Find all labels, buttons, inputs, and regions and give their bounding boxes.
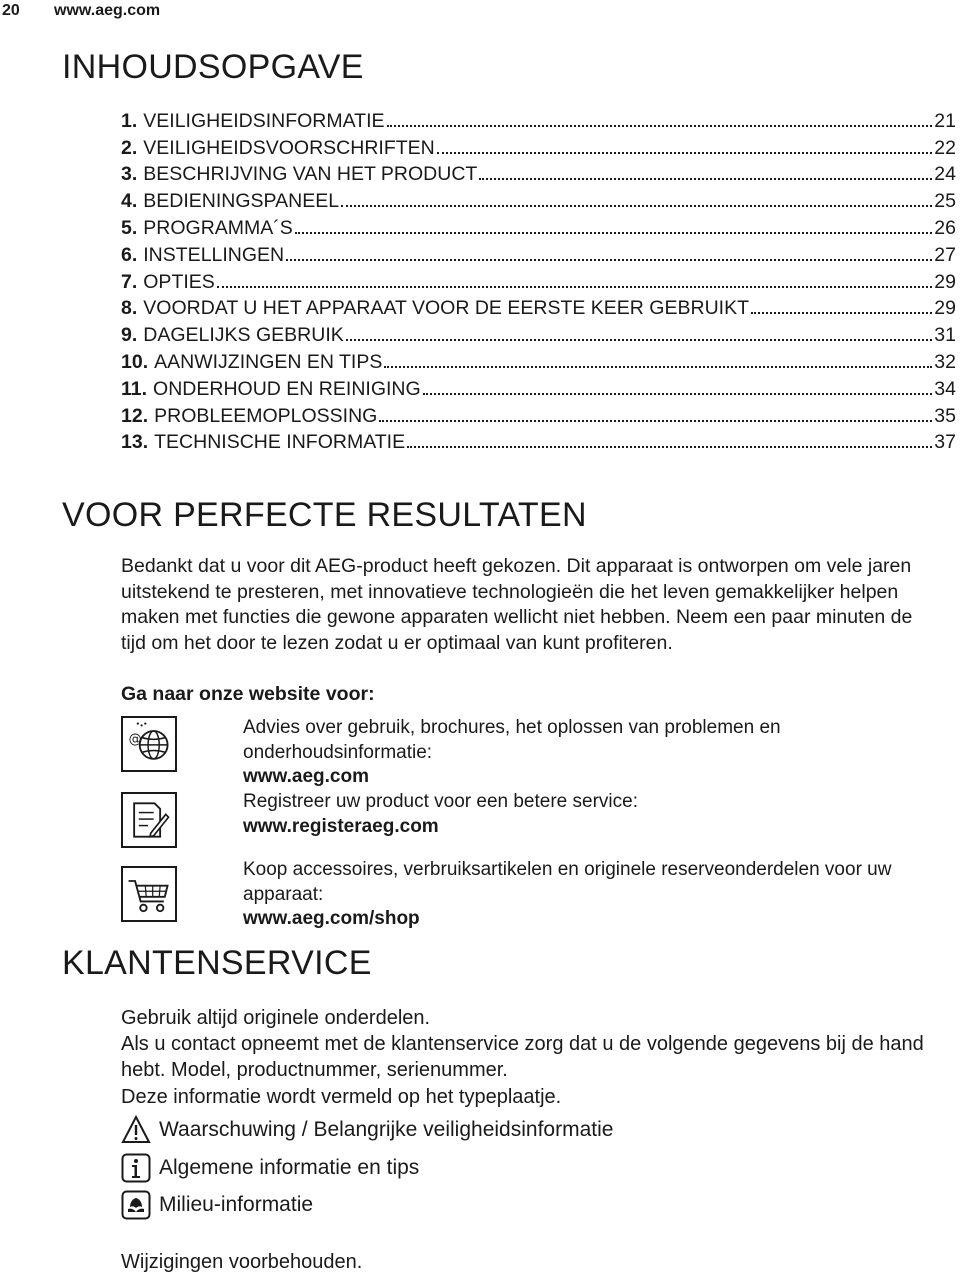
website-advice-label: Advies over gebruik, brochures, het oplossen van problemen en onderhoudsinformatie:	[243, 717, 781, 763]
page-header	[0, 0, 160, 22]
toc-item-page: 29	[934, 297, 956, 320]
info-icon	[121, 1153, 151, 1183]
toc-leader-dots	[217, 286, 933, 288]
website-advice-text	[243, 716, 948, 790]
site-url[interactable]: www.aeg.com	[54, 2, 161, 19]
legend-environment	[121, 1189, 313, 1221]
toc-item[interactable]	[121, 401, 956, 428]
legend-info-label: Algemene informatie en tips	[159, 1156, 420, 1179]
toc-item-label: ONDERHOUD EN REINIGING	[153, 377, 421, 400]
toc-leader-dots	[379, 420, 932, 422]
toc-item[interactable]	[121, 133, 956, 160]
toc-leader-dots	[341, 205, 932, 207]
toc-item[interactable]	[121, 106, 956, 133]
toc-leader-dots	[407, 446, 932, 448]
website-shop-text	[243, 858, 948, 932]
toc-item-number: 4.	[121, 190, 138, 213]
toc-item-label: PROBLEEMOPLOSSING	[154, 404, 378, 427]
toc-leader-dots	[423, 393, 933, 395]
legend-environment-label: Milieu-informatie	[159, 1193, 314, 1216]
page-number: 20	[2, 2, 20, 19]
website-register-link[interactable]: www.registeraeg.com	[243, 815, 439, 837]
toc-item-number: 7.	[121, 270, 138, 293]
legend-warning-label: Waarschuwing / Belangrijke veiligheidsinformatie	[159, 1118, 614, 1141]
service-text: Gebruik altijd originele onderdelen. Als u contact opneemt met de klantenservice zorg dat u de volgende gegevens bij de hand hebt. Model, productnummer, serienummer. Deze informatie wordt vermeld op het typeplaatje.	[121, 1007, 924, 1108]
toc-item-number: 3.	[121, 163, 138, 186]
toc-leader-dots	[346, 339, 933, 341]
website-advice-link[interactable]: www.aeg.com	[243, 766, 369, 787]
toc-item-label: OPTIES	[143, 270, 215, 293]
toc-item-page: 22	[934, 136, 956, 159]
toc-item-label: BESCHRIJVING VAN HET PRODUCT	[143, 163, 478, 186]
toc-item-number: 1.	[121, 109, 138, 132]
shopping-cart-icon	[121, 866, 177, 922]
toc-item-label: DAGELIJKS GEBRUIK	[143, 324, 344, 347]
toc-item-label: VEILIGHEIDSVOORSCHRIFTEN	[143, 136, 435, 159]
toc-item-number: 12.	[121, 404, 149, 427]
toc-leader-dots	[384, 366, 932, 368]
toc-item-page: 29	[934, 270, 956, 293]
toc-item-label: VEILIGHEIDSINFORMATIE	[143, 109, 385, 132]
website-heading: Ga naar onze website voor:	[121, 683, 375, 705]
toc-item-page: 24	[934, 163, 956, 186]
toc-item[interactable]	[121, 267, 956, 294]
toc-item-page: 34	[934, 377, 956, 400]
service-title: KLANTENSERVICE	[62, 944, 372, 982]
toc-item[interactable]	[121, 213, 956, 240]
website-shop-label: Koop accessoires, verbruiksartikelen en originele reserveonderdelen voor uw apparaat:	[243, 859, 892, 905]
table-of-contents	[121, 106, 956, 454]
toc-item-page: 37	[934, 431, 956, 454]
toc-item-number: 8.	[121, 297, 138, 320]
legend-warning	[121, 1114, 613, 1146]
svg-text:@: @	[128, 732, 142, 748]
website-register-text	[243, 790, 948, 839]
globe-icon	[121, 716, 177, 772]
intro-paragraph: Bedankt dat u voor dit AEG-product heeft gekozen. Dit apparaat is ontworpen om vele jaren uitstekend te presteren, met innovatieve technologieën die het leven gemakkelijker helpen maken met functies die gewone apparaten wellicht niet hebben. Neem een paar minuten de tijd om het door te lezen zodat u er optimaal van kunt profiteren.	[121, 555, 913, 654]
toc-item[interactable]	[121, 347, 956, 374]
toc-item-label: VOORDAT U HET APPARAAT VOOR DE EERSTE KEER GEBRUIKT	[143, 297, 749, 320]
toc-item-number: 9.	[121, 324, 138, 347]
toc-item-number: 2.	[121, 136, 138, 159]
toc-item-label: BEDIENINGSPANEEL	[143, 190, 340, 213]
toc-item-page: 26	[934, 216, 956, 239]
toc-item-page: 25	[934, 190, 956, 213]
toc-leader-dots	[437, 152, 933, 154]
toc-item[interactable]	[121, 320, 956, 347]
toc-item[interactable]	[121, 428, 956, 455]
toc-item-page: 35	[934, 404, 956, 427]
toc-item-page: 31	[934, 324, 956, 347]
warning-icon	[121, 1115, 151, 1145]
toc-item[interactable]	[121, 240, 956, 267]
toc-item-page: 32	[934, 350, 956, 373]
toc-item-label: TECHNISCHE INFORMATIE	[154, 431, 406, 454]
toc-item-label: PROGRAMMA´S	[143, 216, 293, 239]
toc-item[interactable]	[121, 294, 956, 321]
footer-note: Wijzigingen voorbehouden.	[121, 1251, 363, 1273]
toc-item-number: 10.	[121, 350, 149, 373]
toc-item-number: 5.	[121, 216, 138, 239]
toc-item-label: AANWIJZINGEN EN TIPS	[154, 350, 383, 373]
toc-item[interactable]	[121, 160, 956, 187]
toc-leader-dots	[387, 125, 933, 127]
toc-item-label: INSTELLINGEN	[143, 243, 285, 266]
website-register-label: Registreer uw product voor een betere service:	[243, 791, 638, 812]
environment-icon	[121, 1190, 151, 1220]
legend-info	[121, 1152, 419, 1184]
toc-leader-dots	[295, 232, 933, 234]
toc-item[interactable]	[121, 186, 956, 213]
toc-item-page: 27	[934, 243, 956, 266]
toc-item-page: 21	[934, 109, 956, 132]
website-shop-link[interactable]: www.aeg.com/shop	[243, 908, 420, 929]
toc-leader-dots	[751, 312, 932, 314]
toc-item-number: 13.	[121, 431, 149, 454]
toc-item-number: 11.	[121, 377, 148, 400]
results-title: VOOR PERFECTE RESULTATEN	[62, 496, 587, 534]
toc-leader-dots	[286, 259, 932, 261]
toc-leader-dots	[479, 178, 932, 180]
toc-item-number: 6.	[121, 243, 138, 266]
register-document-icon	[121, 792, 177, 848]
toc-title: INHOUDSOPGAVE	[62, 48, 364, 86]
toc-item[interactable]	[121, 374, 956, 401]
